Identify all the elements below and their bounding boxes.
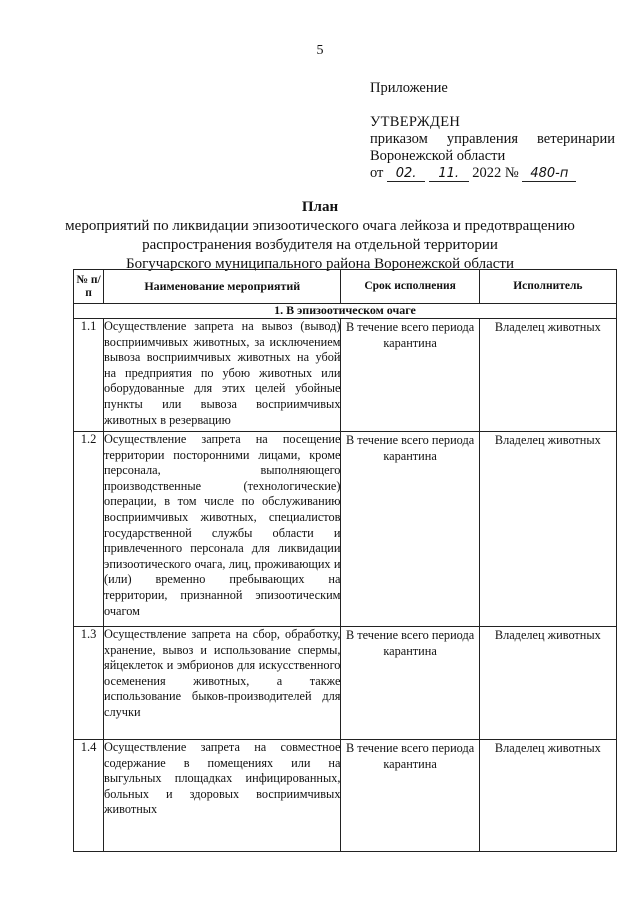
handwritten-day: 02. xyxy=(387,167,425,182)
section-title: 1. В эпизоотическом очаге xyxy=(74,304,617,319)
plan-title-line-3: распространения возбудителя на отдельной территории xyxy=(142,237,498,253)
approved-label: УТВЕРЖДЕН xyxy=(370,114,461,130)
table-row xyxy=(74,319,617,432)
row-name: Осуществление запрета на сбор, обработку, хранение, вывоз и использование спермы, яйцеклеток и эмбрионов для искусственного осеменения животных, а также использование быков-производителей для случки xyxy=(104,627,341,740)
plan-title xyxy=(0,198,640,274)
plan-title-line-2: мероприятий по ликвидации эпизоотического очага лейкоза и предотвращению xyxy=(65,218,575,234)
order-year: 2022 xyxy=(472,165,502,181)
plan-title-heading: План xyxy=(301,199,339,215)
order-date-line xyxy=(370,165,615,182)
row-term: В течение всего периода карантина xyxy=(341,740,479,852)
row-executor: Владелец животных xyxy=(479,319,616,432)
handwritten-month: 11. xyxy=(429,167,469,182)
table-row xyxy=(74,432,617,627)
row-executor: Владелец животных xyxy=(479,432,616,627)
table-header-row xyxy=(74,270,617,304)
section-row xyxy=(74,304,617,319)
page-number: 5 xyxy=(316,43,324,58)
header-name: Наименование мероприятий xyxy=(104,270,341,304)
row-name: Осуществление запрета на совместное содержание в помещениях или на выгульных площадках инфицированных, больных и здоровых восприимчивых животных xyxy=(104,740,341,852)
row-name: Осуществление запрета на вывоз (вывод) восприимчивых животных, за исключением вывоза восприимчивых животных на убой на предприятия по убою животных или оборудованные для этих целей убойные пункты или вывоза восприимчивых животных в резервацию xyxy=(104,319,341,432)
appendix-label: Приложение xyxy=(370,80,448,96)
row-term: В течение всего периода карантина xyxy=(341,319,479,432)
header-num: № п/п xyxy=(74,270,104,304)
number-sign: № xyxy=(504,165,519,181)
plan-table xyxy=(73,269,617,852)
row-term: В течение всего периода карантина xyxy=(341,627,479,740)
date-prefix: от xyxy=(370,165,384,181)
handwritten-order-number: 480-п xyxy=(522,167,576,182)
row-executor: Владелец животных xyxy=(479,740,616,852)
approval-block xyxy=(370,80,615,182)
row-num: 1.4 xyxy=(74,740,104,852)
row-num: 1.2 xyxy=(74,432,104,627)
row-num: 1.1 xyxy=(74,319,104,432)
order-line-1: приказом управления ветеринарии xyxy=(370,131,615,147)
order-line-2: Воронежской области xyxy=(370,148,506,164)
row-name: Осуществление запрета на посещение территории посторонними лицами, кроме персонала, выполняющего производственные (технологические) операции, в том числе по обслуживанию восприимчивых животных, специалистов государственной службы области и привлеченного персонала для ликвидации эпизоотического очага, лиц, проживающих и (или) временно пребывающих на территории, признанной эпизоотическим очагом xyxy=(104,432,341,627)
table-row xyxy=(74,740,617,852)
plan-title-line-4: Богучарского муниципального района Воронежской области xyxy=(126,256,514,272)
row-executor: Владелец животных xyxy=(479,627,616,740)
row-term: В течение всего периода карантина xyxy=(341,432,479,627)
header-term: Срок исполнения xyxy=(341,270,479,304)
table-row xyxy=(74,627,617,740)
row-num: 1.3 xyxy=(74,627,104,740)
header-executor: Исполнитель xyxy=(479,270,616,304)
